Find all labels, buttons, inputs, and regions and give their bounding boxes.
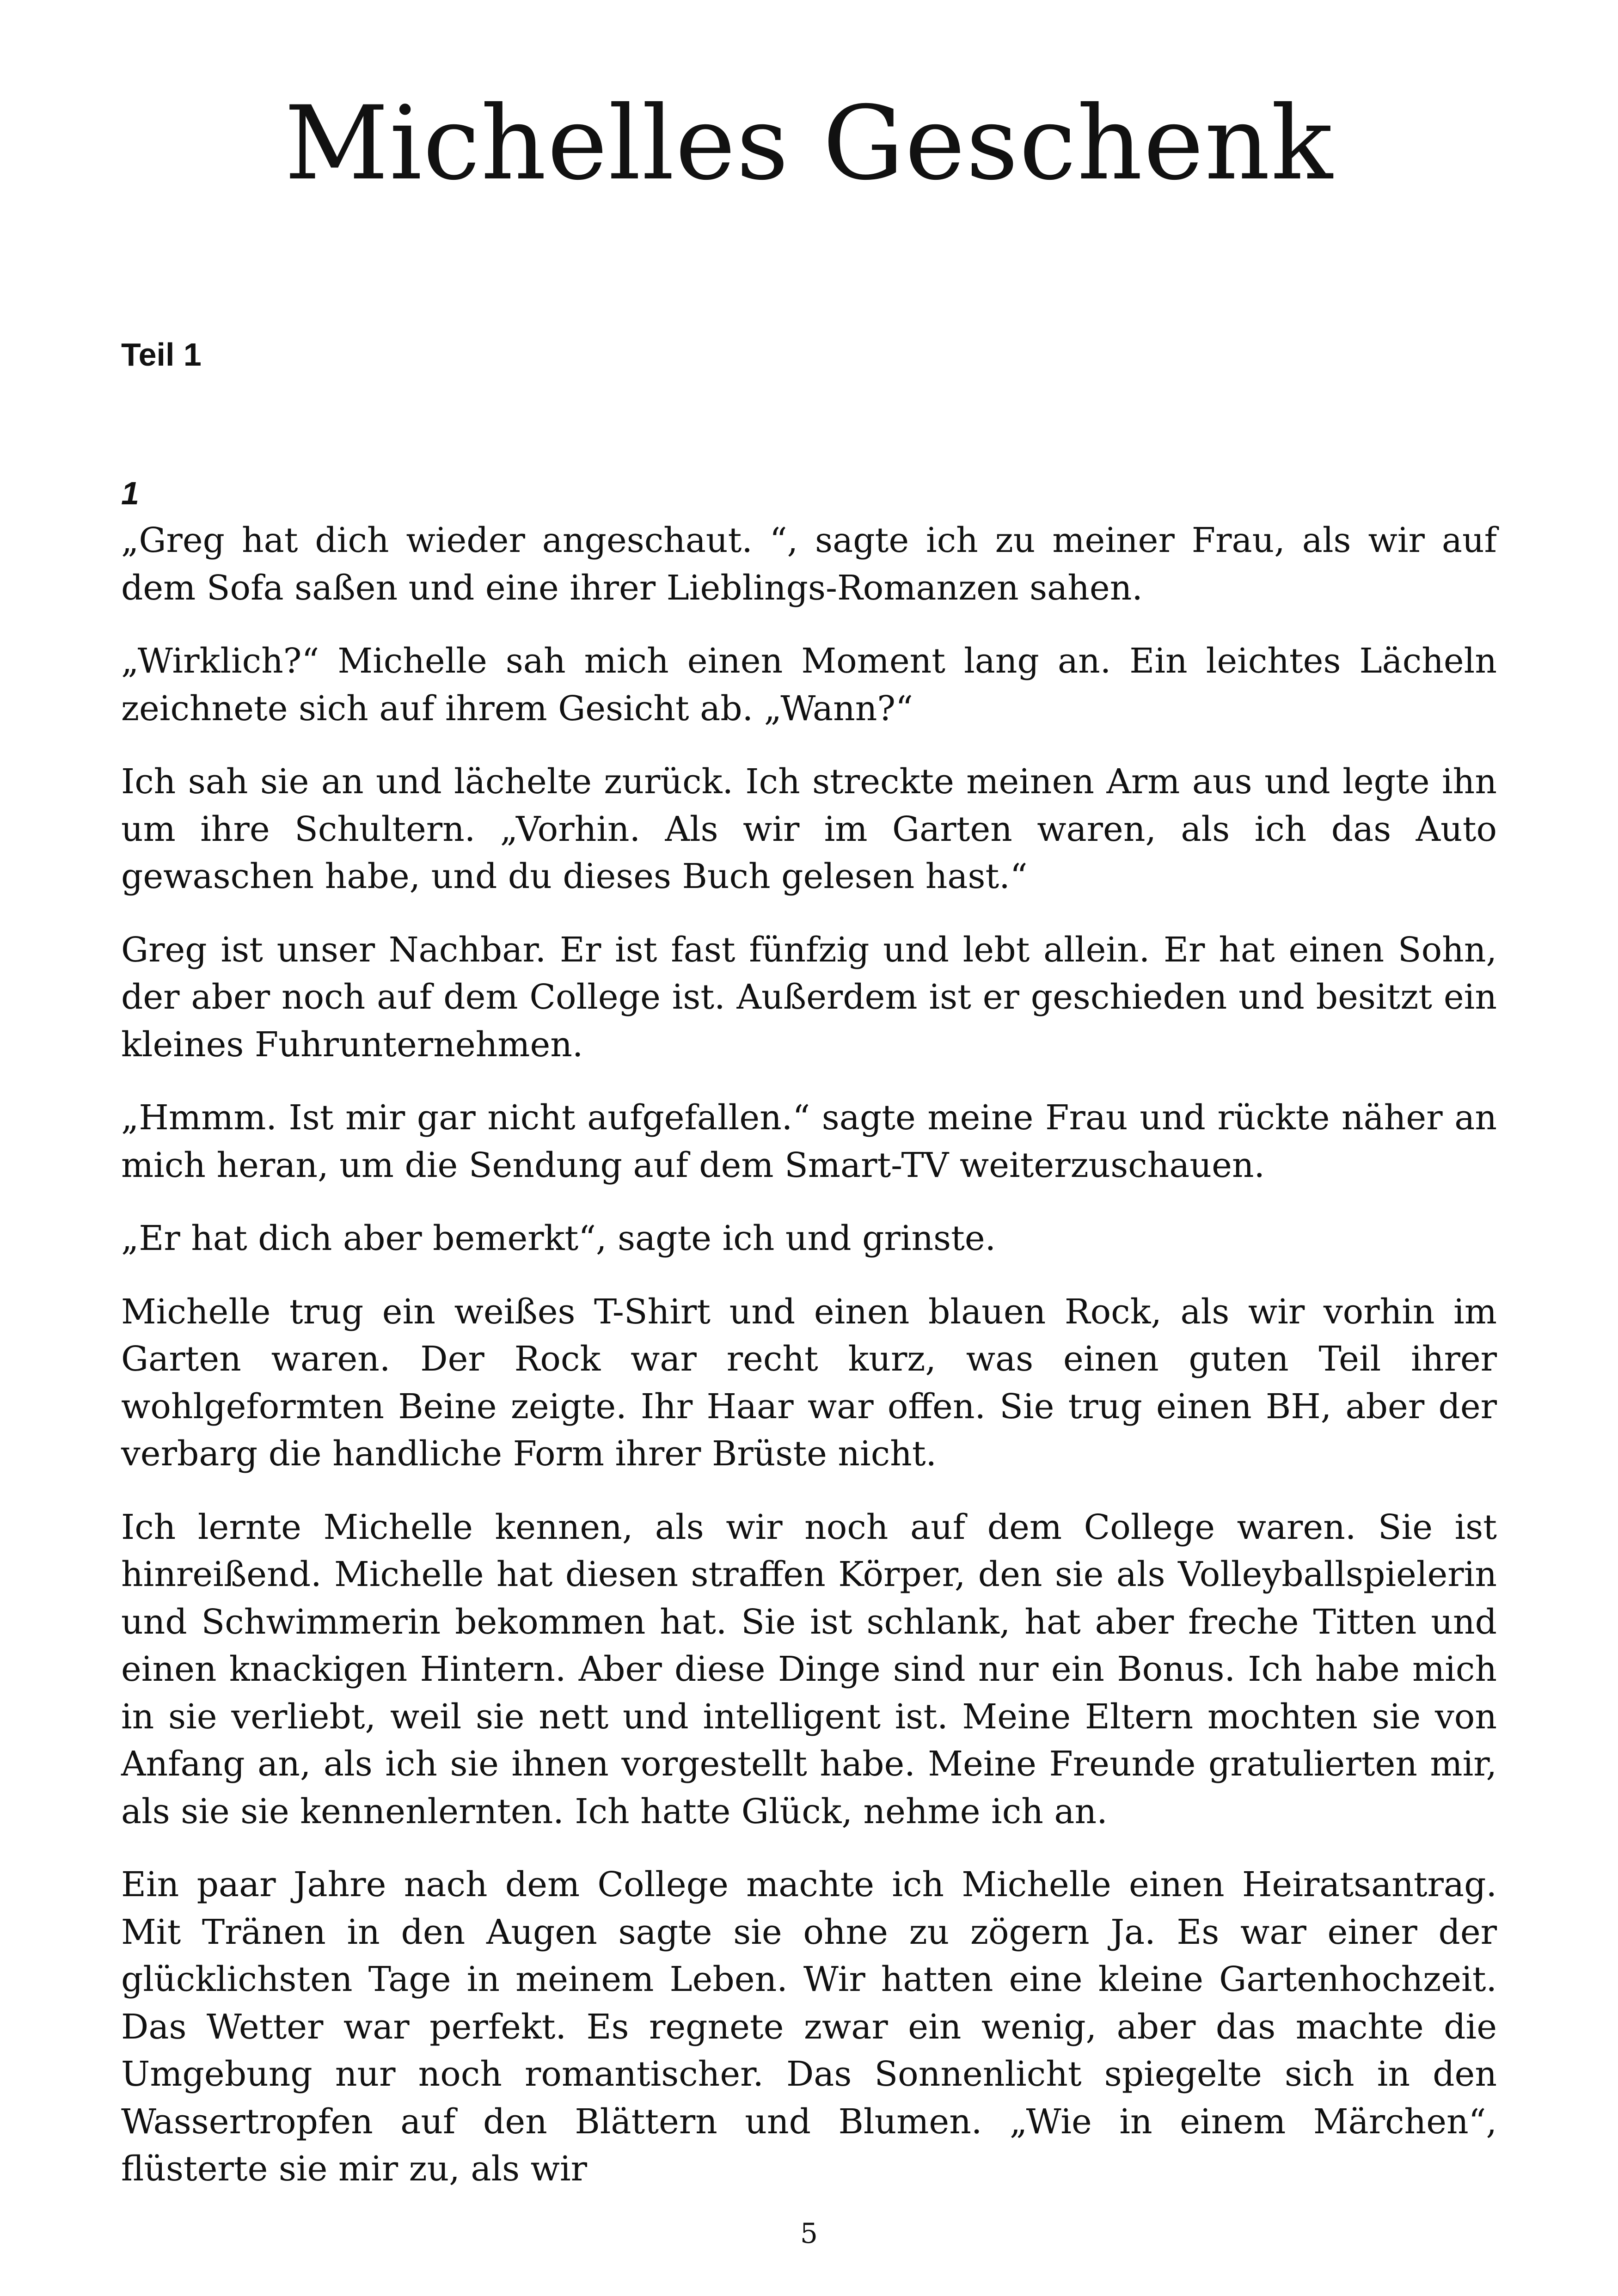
paragraph: „Wirklich?“ Michelle sah mich einen Moment lang an. Ein leichtes Lächeln zeichnete sich auf ihrem Gesicht ab. „Wann?“: [121, 641, 1497, 729]
book-title: Michelles Geschenk: [284, 84, 1334, 202]
paragraph: Ein paar Jahre nach dem College machte ich Michelle einen Heiratsantrag. Mit Tränen in den Augen sagte sie ohne zu zögern Ja. Es war einer der glücklichsten Tage in meinem Leben. Wir hatten eine kleine Gartenhochzeit. Das Wetter war perfekt. Es regnete zwar ein wenig, aber das machte die Umgebung nur noch romantischer. Das Sonnenlicht spiegelte sich in den Wassertropfen auf den Blättern und Blumen. „Wie in einem Märchen“, flüsterte sie mir zu, als wir: [121, 1865, 1497, 2189]
paragraph: „Greg hat dich wieder angeschaut. “, sagte ich zu meiner Frau, als wir auf dem Sofa saßen und eine ihrer Lieblings-Romanzen sahen.: [121, 520, 1497, 608]
paragraph: Greg ist unser Nachbar. Er ist fast fünfzig und lebt allein. Er hat einen Sohn, der aber noch auf dem College ist. Außerdem ist er geschieden und besitzt ein kleines Fuhrunternehmen.: [121, 930, 1497, 1065]
paragraph: „Er hat dich aber bemerkt“, sagte ich und grinste.: [121, 1218, 996, 1258]
paragraph: Michelle trug ein weißes T-Shirt und einen blauen Rock, als wir vorhin im Garten waren. Der Rock war recht kurz, was einen guten Teil ihrer wohlgeformten Beine zeigte. Ihr Haar war offen. Sie trug einen BH, aber der verbarg die handliche Form ihrer Brüste nicht.: [121, 1292, 1497, 1474]
chapter-number: 1: [121, 475, 139, 511]
paragraph: Ich sah sie an und lächelte zurück. Ich streckte meinen Arm aus und legte ihn um ihre Schultern. „Vorhin. Als wir im Garten waren, als ich das Auto gewaschen habe, und du dieses Buch gelesen hast.“: [121, 762, 1497, 896]
body-text: [121, 517, 1497, 2193]
paragraph: „Hmmm. Ist mir gar nicht aufgefallen.“ sagte meine Frau und rückte näher an mich heran, um die Sendung auf dem Smart-TV weiterzuschauen.: [121, 1098, 1497, 1185]
paragraph: Ich lernte Michelle kennen, als wir noch auf dem College waren. Sie ist hinreißend. Michelle hat diesen straffen Körper, den sie als Volleyballspielerin und Schwimmerin bekommen hat. Sie ist schlank, hat aber freche Titten und einen knackigen Hintern. Aber diese Dinge sind nur ein Bonus. Ich habe mich in sie verliebt, weil sie nett und intelligent ist. Meine Eltern mochten sie von Anfang an, als ich sie ihnen vorgestellt habe. Meine Freunde gratulierten mir, als sie sie kennenlernten. Ich hatte Glück, nehme ich an.: [121, 1507, 1497, 1831]
page-number: 5: [800, 2217, 818, 2250]
part-heading: Teil 1: [121, 337, 202, 373]
